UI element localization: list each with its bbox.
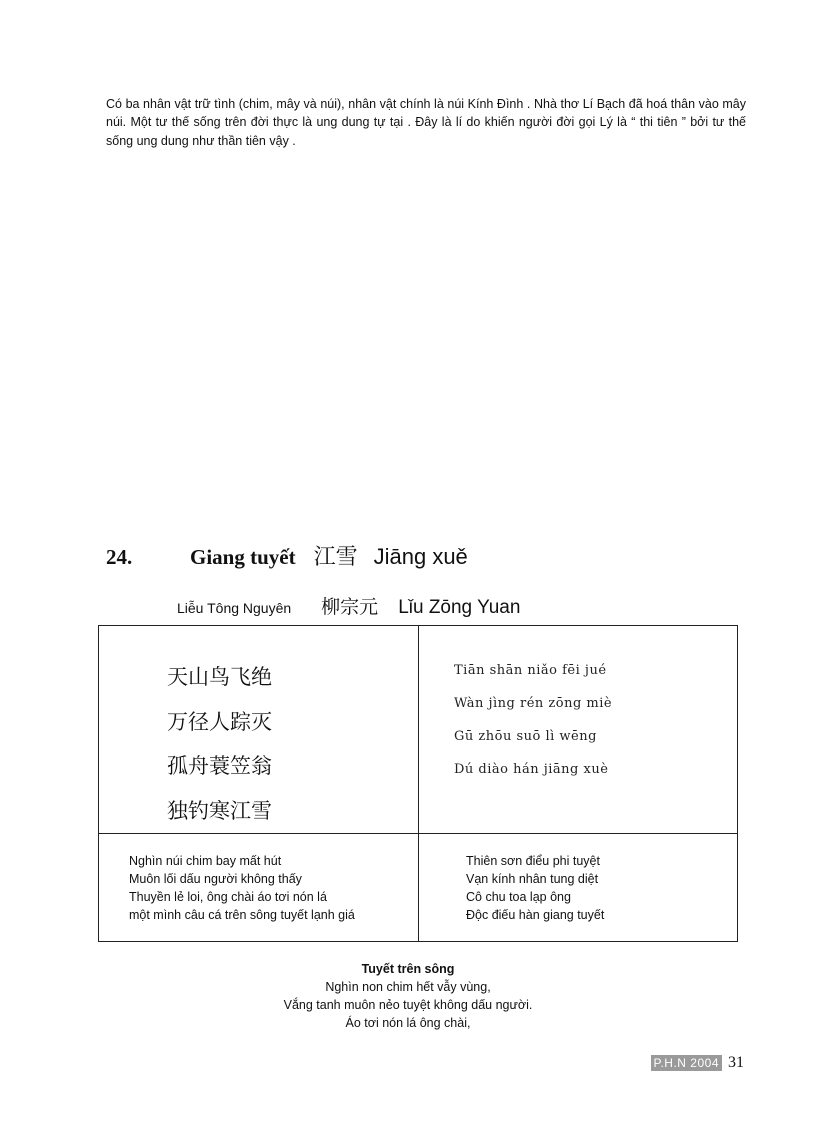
page-footer [651,1054,745,1072]
page-number: 31 [728,1054,744,1071]
poem-pinyin-line: Wàn jìng rén zōng miè [454,696,613,711]
poem-title-pinyin: Jiāng xuě [373,544,468,569]
publisher-badge: P.H.N 2004 [651,1055,723,1071]
poem-chinese-line: 万径人踪灭 [167,709,272,734]
translation-line: Áo tơi nón lá ông chài, [345,1016,471,1030]
poem-table [98,625,738,942]
poem-han-viet-cell [466,852,604,924]
translation-poem [0,960,816,1032]
poem-chinese-line: 天山鸟飞绝 [167,665,272,689]
table-divider-vertical [418,626,419,941]
translation-line: Vắng tanh muôn nẻo tuyệt không dấu người. [283,998,533,1012]
poem-vietnamese-line: Thuyền lẻ loi, ông chài áo tơi nón lá [129,890,327,904]
poem-vietnamese-cell [129,852,355,924]
poem-title-vietnamese: Giang tuyết [190,545,296,569]
poem-han-viet-line: Thiên sơn điểu phi tuyệt [466,854,600,868]
author-line [177,592,520,619]
author-name-vietnamese: Liễu Tông Nguyên [177,600,292,616]
section-heading [106,540,468,574]
poem-chinese-cell [167,662,272,840]
poem-chinese-line: 独钓寒江雪 [167,798,272,823]
poem-han-viet-line: Cô chu toa lạp ông [466,890,571,904]
poem-vietnamese-line: Nghìn núi chim bay mất hút [129,854,282,868]
poem-han-viet-line: Vạn kính nhân tung diệt [466,872,599,886]
poem-title-chinese: 江雪 [313,545,358,570]
poem-chinese-line: 孤舟蓑笠翁 [167,754,272,778]
author-name-pinyin: Lǐu Zōng Yuan [398,597,521,618]
poem-han-viet-line: Độc điếu hàn giang tuyết [466,908,605,922]
poem-pinyin-cell [454,662,612,794]
poem-vietnamese-line: Muôn lối dấu người không thấy [129,872,302,886]
translation-title: Tuyết trên sông [361,962,455,976]
poem-pinyin-line: Gū zhōu suō lì wēng [454,729,597,744]
author-name-chinese: 柳宗元 [321,596,379,618]
section-number: 24. [106,545,133,569]
poem-pinyin-line: Tiān shān niǎo fēi jué [454,663,607,678]
poem-vietnamese-line: một mình câu cá trên sông tuyết lạnh giá [129,908,355,922]
intro-paragraph: Có ba nhân vật trữ tình (chim, mây và núi), nhân vật chính là núi Kính Đình . Nhà thơ Lí Bạch đã hoá thân vào mây núi. Một tư thế sống trên đời thực là ung dung tự tại . Đây là lí do khiến người đời gọi Lý là “ thi tiên ” bởi tư thế sống ung dung như thần tiên vậy . [106,96,746,148]
poem-pinyin-line: Dú diào hán jiāng xuè [454,762,609,777]
translation-line: Nghìn non chim hết vẫy vùng, [325,980,491,994]
